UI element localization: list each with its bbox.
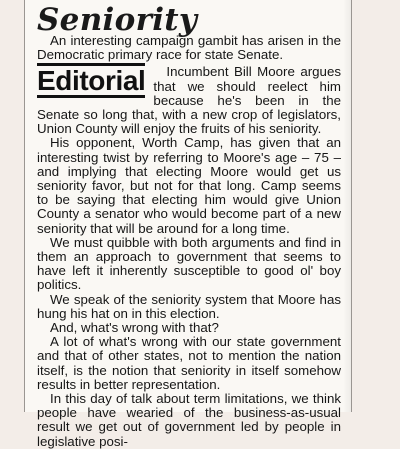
- editorial-label: Editorial: [37, 65, 146, 97]
- paper-edge-shadow: [343, 0, 351, 412]
- editorial-label-badge: [37, 63, 145, 98]
- paragraph-5: We speak of the seniority system that Moore has hung his hat on in this election.: [37, 291, 341, 321]
- paragraph-6: And, what's wrong with that?: [50, 320, 219, 336]
- headline: Seniority: [37, 2, 198, 38]
- paragraph-8: In this day of talk about term limitations, we think people have wearied of the business-as-usual result we get out of government led by people in legislative posi-: [37, 391, 341, 449]
- paragraph-7: A lot of what's wrong with our state government and that of other states, not to mention the nation itself, is the notion that seniority in itself somehow results in better representation.: [37, 334, 341, 392]
- newspaper-clipping: [24, 0, 352, 449]
- paragraph-2: Incumbent Bill Moore argues that we should reelect him because he's been in the Senate so long that, with a new crop of legislators, Union County will enjoy the fruits of his seniority.: [37, 64, 341, 137]
- paragraph-4: We must quibble with both arguments and find in them an approach to government that seems to have left it inherently susceptible to good ol' boy politics.: [37, 234, 341, 293]
- paragraph-3: His opponent, Worth Camp, has given that an interesting twist by referring to Moore's age – 75 – and implying that electing Moore would get us seniority favor, but not for that long. Camp seems to be saying that electing him would give Union County a senator who would become part of a new seniority that will be around for a long time.: [37, 135, 341, 236]
- paragraph-1: An interesting campaign gambit has arisen in the Democratic primary race for state Senate.: [37, 33, 341, 63]
- article-body: [37, 34, 341, 449]
